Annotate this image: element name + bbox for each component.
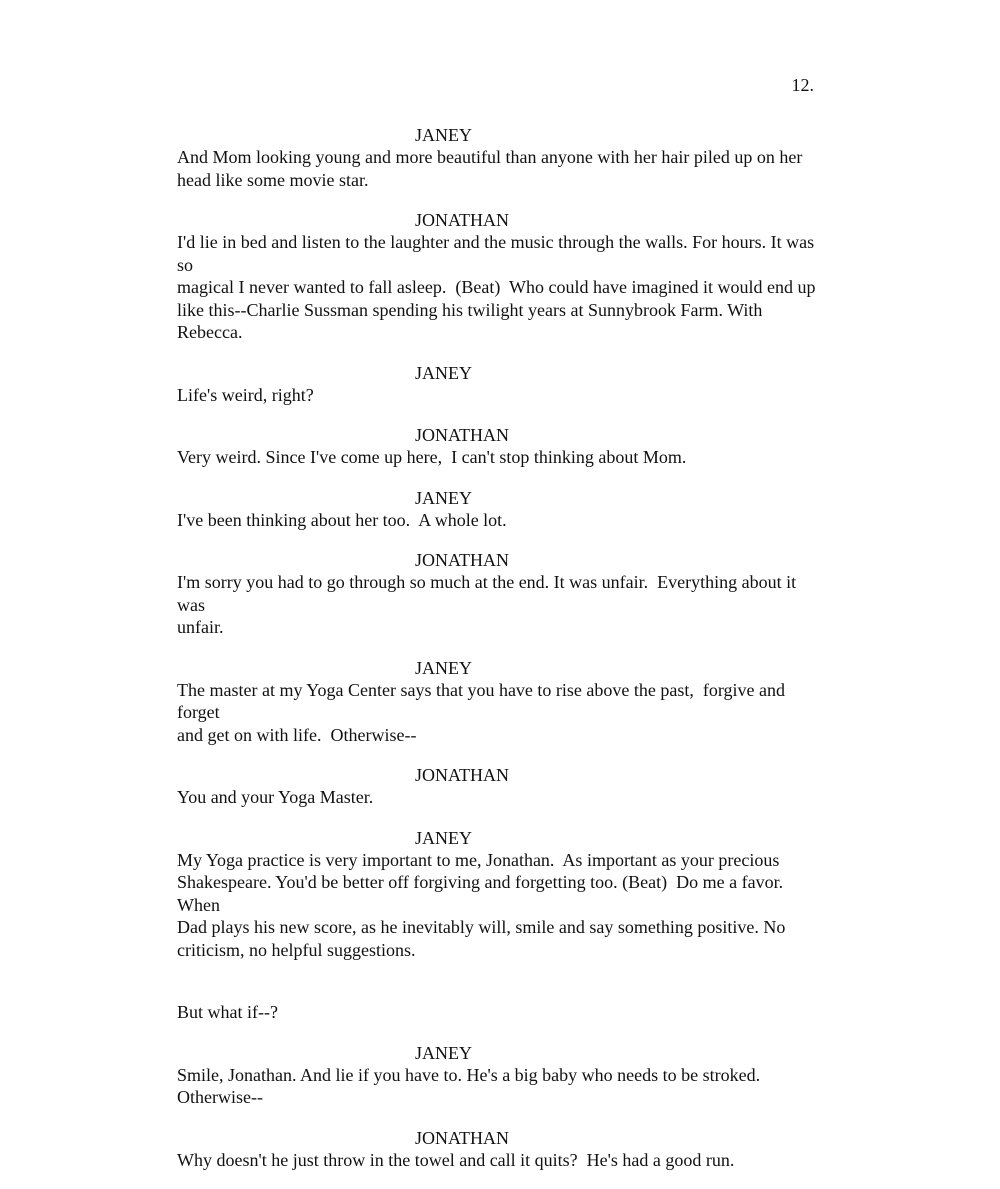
dialogue-block xyxy=(177,209,819,344)
dialogue-block xyxy=(177,1042,819,1109)
dialogue-block xyxy=(177,657,819,747)
character-name: JANEY xyxy=(415,125,472,145)
character-name: JANEY xyxy=(415,487,472,508)
dialogue-text: I'd lie in bed and listen to the laughter and the music through the walls. For hours. It was so magical I never wanted to fall asleep. (Beat) Who could have imagined it would end up like this--Charlie Sussman spending his twilight years at Sunnybrook Farm. With Rebecca. xyxy=(177,232,816,342)
dialogue-block xyxy=(177,764,819,809)
dialogue-block xyxy=(177,1001,819,1024)
character-name: JONATHAN xyxy=(415,1127,509,1148)
dialogue-block xyxy=(177,827,819,962)
dialogue-text: Life's weird, right? xyxy=(177,384,314,405)
dialogue-block xyxy=(177,362,819,407)
character-name: JONATHAN xyxy=(415,210,509,230)
script-body xyxy=(177,124,819,1189)
dialogue-block xyxy=(177,549,819,639)
dialogue-block xyxy=(177,124,819,191)
dialogue-text: I've been thinking about her too. A whole lot. xyxy=(177,509,507,530)
dialogue-text: My Yoga practice is very important to me, Jonathan. As important as your precious Shakespeare. You'd be better off forgiving and forgetting too. (Beat) Do me a favor. When Dad plays his new score, as he inevitably will, smile and say something positive. No criticism, no helpful suggestions. xyxy=(177,849,786,960)
character-name: JANEY xyxy=(415,362,472,383)
dialogue-block xyxy=(177,424,819,469)
character-name: JANEY xyxy=(415,657,472,678)
dialogue-text: Smile, Jonathan. And lie if you have to. He's a big baby who needs to be stroked. Otherwise-- xyxy=(177,1064,761,1107)
dialogue-block xyxy=(177,487,819,532)
dialogue-text: Very weird. Since I've come up here, I can't stop thinking about Mom. xyxy=(177,447,687,467)
character-name: JONATHAN xyxy=(415,550,509,570)
character-name: JONATHAN xyxy=(415,425,509,445)
dialogue-text: But what if--? xyxy=(177,1002,278,1022)
page-number: 12. xyxy=(791,75,814,95)
character-name: JANEY xyxy=(415,827,472,848)
dialogue-text: You and your Yoga Master. xyxy=(177,787,374,807)
dialogue-text: And Mom looking young and more beautiful than anyone with her hair piled up on her head like some movie star. xyxy=(177,147,803,190)
dialogue-text: I'm sorry you had to go through so much at the end. It was unfair. Everything about it was unfair. xyxy=(177,572,797,637)
dialogue-text: The master at my Yoga Center says that you have to rise above the past, forgive and forget and get on with life. Otherwise-- xyxy=(177,679,786,745)
dialogue-block xyxy=(177,1127,819,1172)
dialogue-text: Why doesn't he just throw in the towel and call it quits? He's had a good run. xyxy=(177,1149,735,1170)
character-name: JONATHAN xyxy=(415,765,509,785)
character-name: JANEY xyxy=(415,1042,472,1063)
